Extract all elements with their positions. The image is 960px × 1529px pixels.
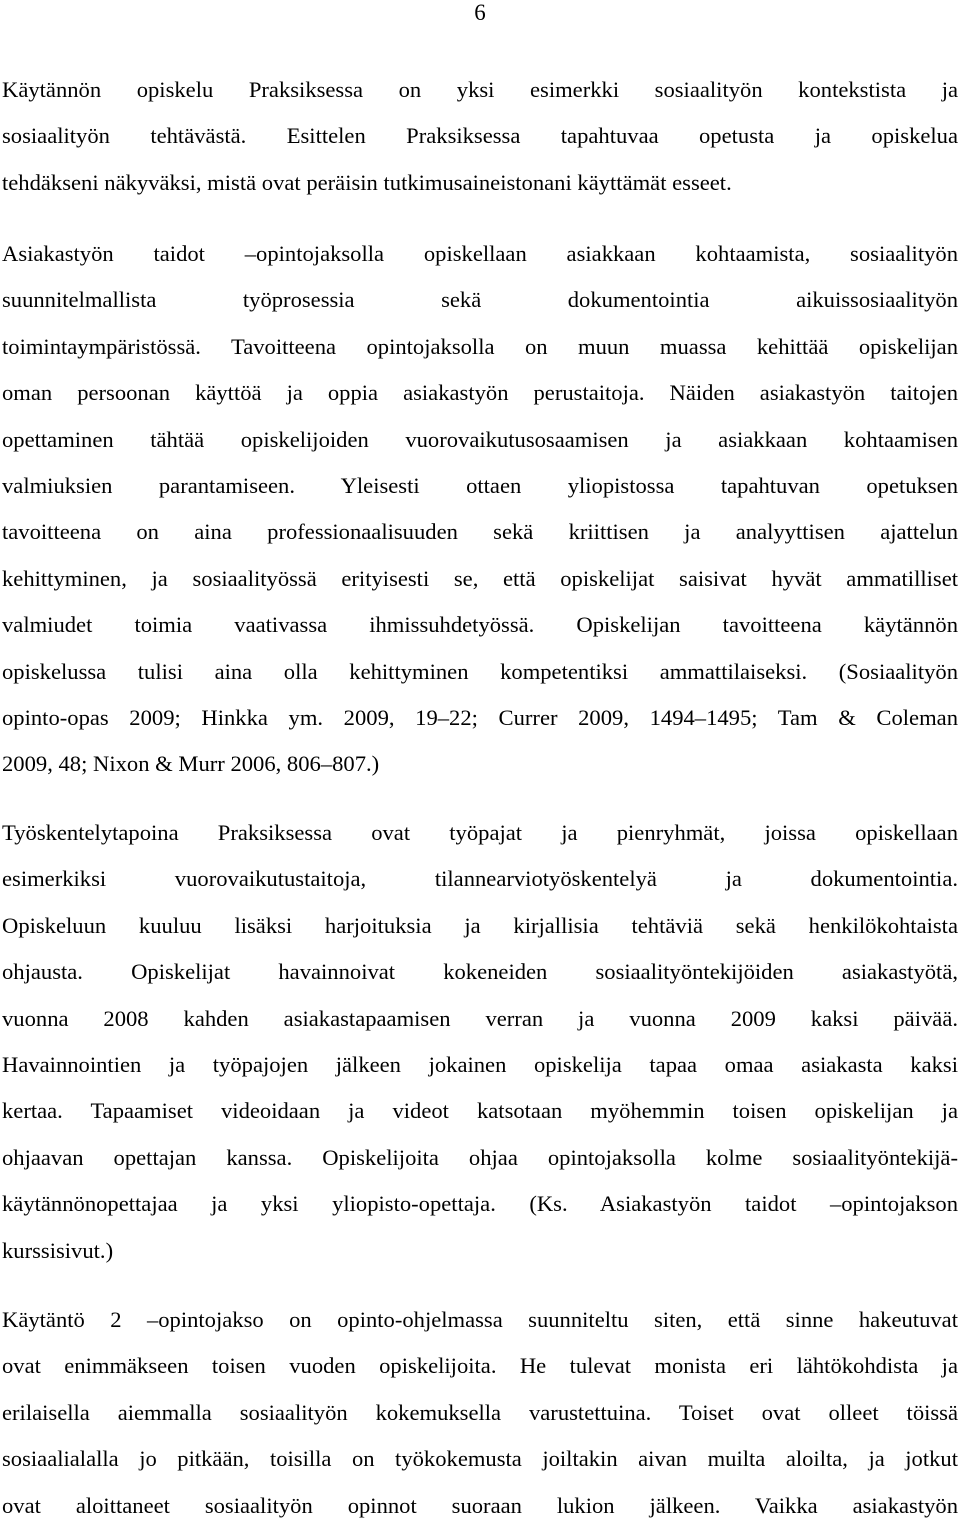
text-line: Opiskeluun kuuluu lisäksi harjoituksia ja kirjallisia tehtäviä sekä henkilökohtaista: [2, 912, 958, 938]
text-line: 2009, 48; Nixon & Murr 2006, 806–807.): [2, 751, 380, 777]
text-line: opiskelussa tulisi aina olla kehittyminen kompetentiksi ammattilaiseksi. (Sosiaalityön: [2, 658, 958, 684]
text-line: erilaisella aiemmalla sosiaalityön kokemuksella varustettuina. Toiset ovat olleet töissä: [2, 1399, 958, 1425]
text-line: kertaa. Tapaamiset videoidaan ja videot katsotaan myöhemmin toisen opiskelijan ja: [2, 1098, 958, 1124]
text-line: tehdäkseni näkyväksi, mistä ovat peräisin tutkimusaineistonani käyttämät esseet.: [2, 169, 732, 195]
paragraph-praksis-intro: [2, 67, 958, 206]
text-line: opinto-opas 2009; Hinkka ym. 2009, 19–22; Currer 2009, 1494–1495; Tam & Coleman: [2, 704, 958, 730]
text-line: käytännönopettajaa ja yksi yliopisto-opettaja. (Ks. Asiakastyön taidot –opintojakson: [2, 1191, 958, 1217]
text-line: sosiaalityön tehtävästä. Esittelen Praksiksessa tapahtuvaa opetusta ja opiskelua: [2, 123, 958, 149]
text-line: opettaminen tähtää opiskelijoiden vuorovaikutusosaamisen ja asiakkaan kohtaamisen: [2, 426, 958, 452]
text-line: ohjausta. Opiskelijat havainnoivat kokeneiden sosiaalityöntekijöiden asiakastyötä,: [2, 959, 958, 985]
text-line: suunnitelmallista työprosessia sekä dokumentointia aikuissosiaalityön: [2, 287, 958, 313]
text-line: tavoitteena on aina professionaalisuuden sekä kriittisen ja analyyttisen ajattelun: [2, 519, 958, 545]
text-line: valmiudet toimia vaativassa ihmissuhdetyössä. Opiskelijan tavoitteena käytännön: [2, 612, 958, 638]
paragraph-asiakastyon-taidot: [2, 231, 958, 788]
text-line: kehittyminen, ja sosiaalityössä erityisesti se, että opiskelijat saisivat hyvät ammatilliset: [2, 565, 958, 591]
text-line: vuonna 2008 kahden asiakastapaamisen verran ja vuonna 2009 kaksi päivää.: [2, 1005, 958, 1031]
page-number: 6: [474, 0, 486, 25]
paragraph-tyoskentelytavat: [2, 810, 958, 1274]
text-line: sosiaalialalla jo pitkään, toisilla on työkokemusta joiltakin aivan muilta aloilta, ja jotkut: [2, 1446, 958, 1472]
text-line: esimerkiksi vuorovaikutustaitoja, tilannearviotyöskentelyä ja dokumentointia.: [2, 866, 958, 892]
text-line: Havainnointien ja työpajojen jälkeen jokainen opiskelija tapaa omaa asiakasta kaksi: [2, 1051, 958, 1077]
text-line: kurssisivut.): [2, 1237, 114, 1263]
text-line: Käytännön opiskelu Praksiksessa on yksi esimerkki sosiaalityön kontekstista ja: [2, 77, 958, 102]
text-line: ohjaavan opettajan kanssa. Opiskelijoita ohjaa opintojaksolla kolme sosiaalityöntekijä-: [2, 1144, 958, 1170]
text-line: Asiakastyön taidot –opintojaksolla opiskellaan asiakkaan kohtaamista, sosiaalityön: [2, 241, 958, 266]
text-line: valmiuksien parantamiseen. Yleisesti ottaen yliopistossa tapahtuvan opetuksen: [2, 472, 958, 498]
text-line: Käytäntö 2 –opintojakso on opinto-ohjelmassa suunniteltu siten, että sinne hakeutuvat: [2, 1307, 958, 1332]
text-line: oman persoonan käyttöä ja oppia asiakastyön perustaitoja. Näiden asiakastyön taitojen: [2, 380, 958, 406]
text-line: ovat aloittaneet sosiaalityön opinnot suoraan lukion jälkeen. Vaikka asiakastyön: [2, 1492, 958, 1518]
text-line: ovat enimmäkseen toisen vuoden opiskelijoita. He tulevat monista eri lähtökohdista ja: [2, 1353, 958, 1379]
paragraph-kaytanto-2: [2, 1297, 958, 1529]
text-line: toimintaympäristössä. Tavoitteena opintojaksolla on muun muassa kehittää opiskelijan: [2, 333, 958, 359]
text-line: Työskentelytapoina Praksiksessa ovat työpajat ja pienryhmät, joissa opiskellaan: [2, 820, 958, 845]
